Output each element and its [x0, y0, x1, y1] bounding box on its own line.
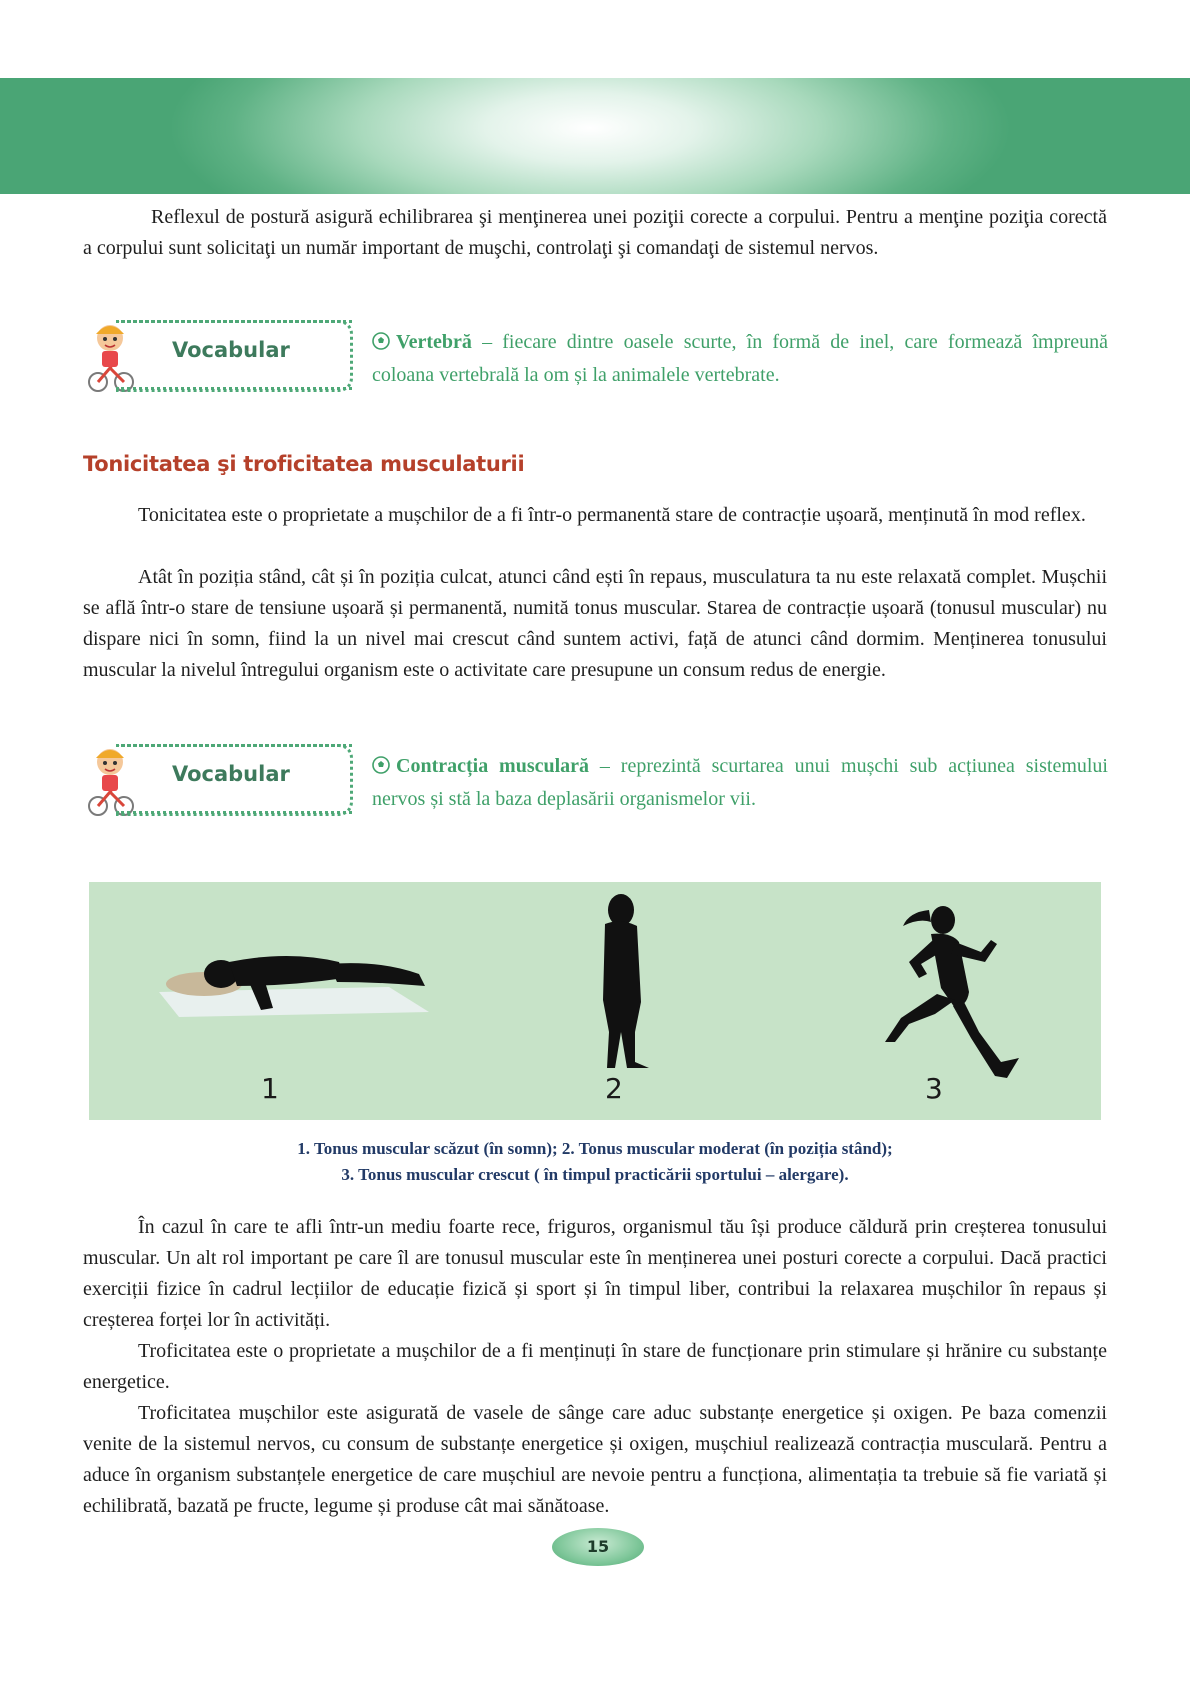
- standing-person-silhouette: [603, 894, 649, 1068]
- paragraph-pozitii: Atât în poziția stând, cât și în poziția culcat, atunci când ești în repaus, musculatura ta nu este relaxată complet. Mușchii se află într-o stare de tensiune ușoară și permanentă, numită tonus muscular. Starea de contracție ușoară (tonusul muscular) nu dispare nici în somn, fiind la un nivel mai crescut când suntem activi, față de atunci când dormim. Menținerea tonusului muscular la nivelul întregului organism este o activitate care presupune un consum redus de energie.: [83, 566, 1107, 681]
- vocabulary-box: [84, 316, 354, 392]
- posture-silhouettes: [89, 882, 1101, 1120]
- running-person-silhouette: [885, 906, 1019, 1078]
- page-number-badge: [552, 1528, 644, 1566]
- vocabulary-term: Vertebră: [396, 331, 472, 353]
- header-band: [0, 78, 1190, 194]
- vocabulary-label: Vocabular: [172, 762, 290, 786]
- figure-caption: 1. Tonus muscular scăzut (în somn); 2. Tonus muscular moderat (în poziția stând); 3. Tonus muscular crescut ( în timpul practicării sportului – alergare).: [297, 1139, 893, 1184]
- figure-label-2: 2: [605, 1072, 623, 1105]
- vocabulary-label: Vocabular: [172, 338, 290, 362]
- soccer-ball-icon: [372, 756, 390, 774]
- vocabulary-definition: Contracția musculară – reprezintă scurtarea unui mușchi sub acțiunea sistemului nervos și stă la baza deplasării organismelor vii.: [372, 755, 1108, 810]
- vocabulary-definition: Vertebră – fiecare dintre oasele scurte, în formă de inel, care formează împreună coloana vertebrală la om și la animalele vertebrate.: [372, 331, 1108, 386]
- posture-figure-panel: [89, 882, 1101, 1120]
- paragraph-mediu-rece: În cazul în care te afli într-un mediu foarte rece, friguros, organismul tău își produce căldură prin creșterea tonusului muscular. Un alt rol important pe care îl are tonusul muscular este în menținerea unei posturi corecte a corpului. Dacă practici exerciții fizice în cadrul lecțiilor de educație fizică și sport și în timpul liber, contribui la relaxarea mușchilor în repaus și creșterea forței lor în activități.: [83, 1216, 1107, 1331]
- vocabulary-box: [84, 740, 354, 816]
- paragraph-reflex-postura: Reflexul de postură asigură echilibrarea şi menţinerea unei poziţii corecte a corpului. Pentru a menţine poziţia corectă a corpului sunt solicitaţi un număr important de muşchi, controlaţi şi comandaţi de sistemul nervos.: [83, 206, 1107, 259]
- page-number: 15: [586, 1537, 610, 1556]
- paragraph-troficitate: Troficitatea este o proprietate a mușchilor de a fi menținuți în stare de funcționare prin stimulare și hrănire cu substanțe energetice.: [83, 1340, 1107, 1393]
- figure-label-1: 1: [261, 1072, 279, 1105]
- paragraph-tonicitate: Tonicitatea este o proprietate a mușchilor de a fi într-o permanentă stare de contracție ușoară, menținută în mod reflex.: [138, 504, 1086, 526]
- soccer-ball-icon: [372, 332, 390, 350]
- figure-label-3: 3: [925, 1072, 943, 1105]
- paragraph-vase-sange: Troficitatea mușchilor este asigurată de vasele de sânge care aduc substanțe energetice și oxigen. Pe baza comenzii venite de la sistemul nervos, cu consum de substanțe energetice și oxigen, mușchiul realizează contracția musculară. Pentru a aduce în organism substanțele energetice de care mușchiul are nevoie pentru a funcționa, alimentația ta trebuie să fie variată și echilibrată, bazată pe fructe, legume și produse cât mai sănătoase.: [83, 1402, 1107, 1517]
- vocabulary-term: Contracția musculară: [396, 755, 590, 777]
- section-heading: Tonicitatea şi troficitatea musculaturii: [83, 452, 525, 476]
